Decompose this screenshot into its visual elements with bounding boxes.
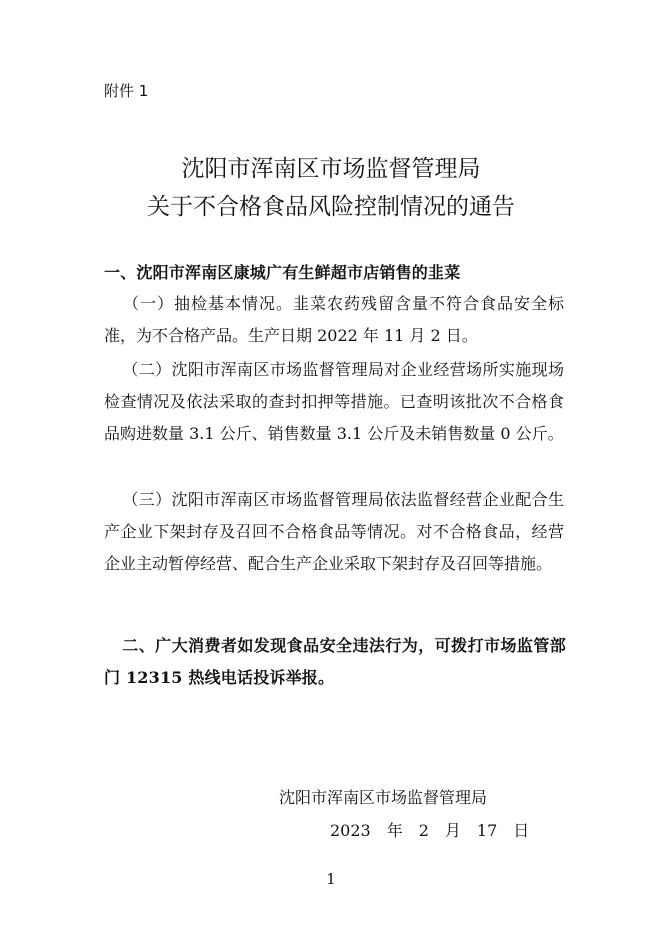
paragraph-3-text: （三）沈阳市浑南区市场监督管理局依法监督经营企业配合生产企业下架封存及召回不合格食品等情况。对不合格食品，经营企业主动暂停经营、配合生产企业采取下架封存及召回等措施。 [104,490,564,573]
section-2-heading-text: 二、广大消费者如发现食品安全违法行为，可拨打市场监管部门 12315 热线电话投诉举报。 [104,636,566,687]
section-2-heading [104,630,566,694]
signature-date: 2023 年 2 月 17 日 [330,821,530,840]
attachment-label: 附件 1 [104,82,149,100]
page-number: 1 [326,870,336,888]
paragraph-2 [104,354,564,450]
paragraph-1 [104,288,564,352]
signature-org: 沈阳市浑南区市场监督管理局 [279,788,488,807]
title-line-2: 关于不合格食品风险控制情况的通告 [147,194,515,220]
title-line-1: 沈阳市浑南区市场监督管理局 [181,156,481,182]
paragraph-2-text: （二）沈阳市浑南区市场监督管理局对企业经营场所实施现场检查情况及依法采取的查封扣押等措施。已查明该批次不合格食品购进数量 3.1 公斤、销售数量 3.1 公斤及未销售数量 0 公斤。 [104,360,564,443]
paragraph-1-text: （一）抽检基本情况。韭菜农药残留含量不符合食品安全标准，为不合格产品。生产日期 2022 年 11 月 2 日。 [104,294,564,345]
section-1-heading: 一、沈阳市浑南区康城广有生鲜超市店销售的韭菜 [104,263,461,282]
paragraph-3 [104,484,564,580]
